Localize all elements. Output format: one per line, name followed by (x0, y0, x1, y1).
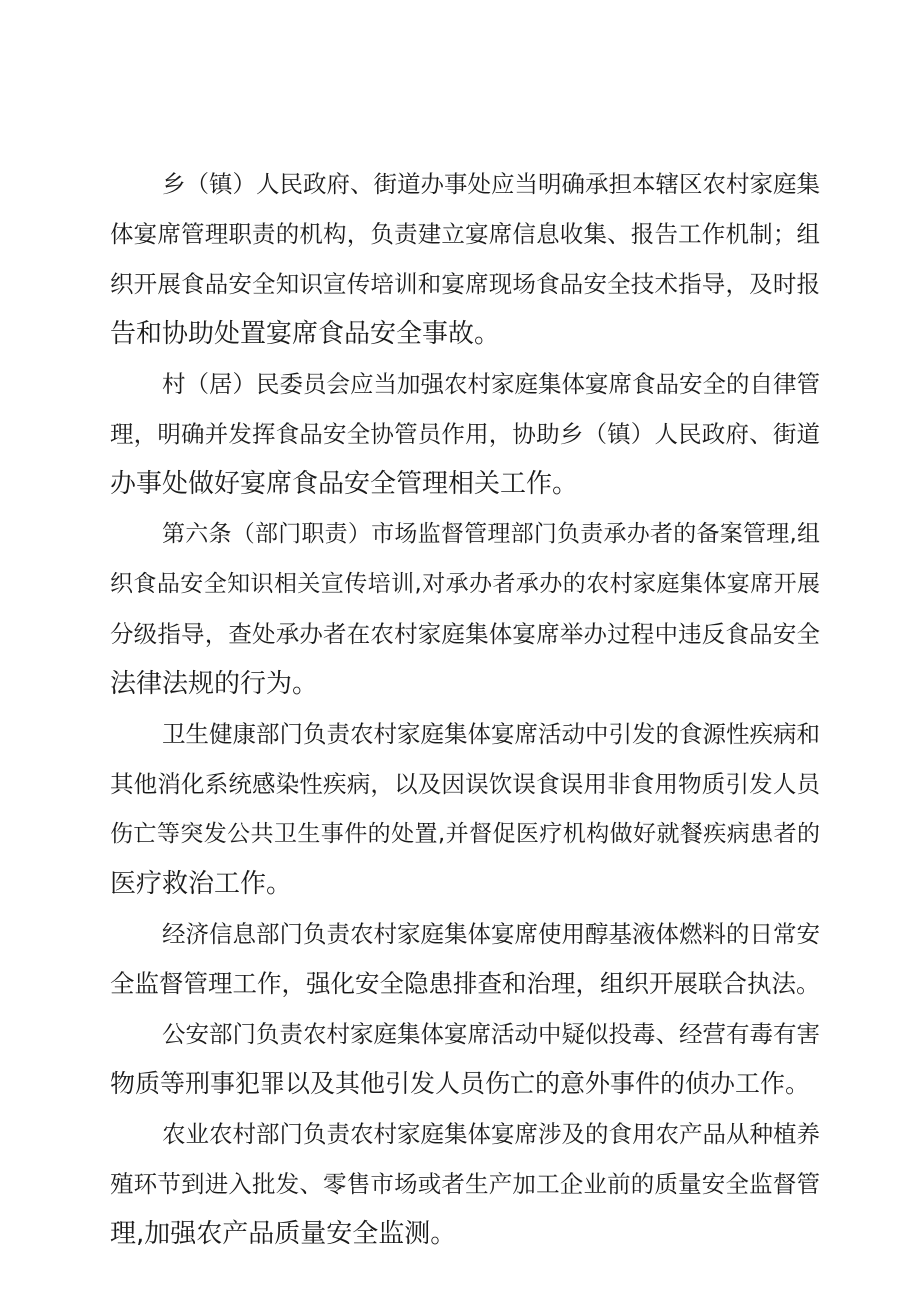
paragraph-6-line-2: 物质等刑事犯罪以及其他引发人员伤亡的意外事件的侦办工作。 (110, 1069, 811, 1098)
paragraph-7-line-2: 殖环节到进入批发、零售市场或者生产加工企业前的质量安全监督管 (110, 1170, 820, 1198)
paragraph-7-line-1: 农业农村部门负责农村家庭集体宴席涉及的食用农产品从种植养 (162, 1120, 820, 1148)
paragraph-4-line-2: 其他消化系统感染性疾病，以及因误饮误食误用非食用物质引发人员 (110, 770, 820, 798)
paragraph-3-line-1: 第六条（部门职责）市场监督管理部门负责承办者的备案管理,组 (162, 521, 820, 547)
paragraph-4-line-4: 医疗救治工作。 (110, 869, 293, 899)
paragraph-2-line-1: 村（居）民委员会应当加强农村家庭集体宴席食品安全的自律管 (162, 370, 820, 398)
paragraph-3-line-2: 织食品安全知识相关宣传培训,对承办者承办的农村家庭集体宴席开展 (110, 571, 820, 597)
paragraph-1-line-1: 乡（镇）人民政府、街道办事处应当明确承担本辖区农村家庭集 (162, 170, 820, 198)
paragraph-2-line-3: 办事处做好宴席食品安全管理相关工作。 (110, 469, 579, 499)
paragraph-4-line-3: 伤亡等突发公共卫生事件的处置,并督促医疗机构做好就餐疾病患者的 (110, 821, 820, 847)
paragraph-1-line-4: 告和协助处置宴席食品安全事故。 (110, 319, 501, 349)
paragraph-1-line-3: 织开展食品安全知识宣传培训和宴席现场食品安全技术指导，及时报 (110, 270, 820, 298)
paragraph-1-line-2: 体宴席管理职责的机构，负责建立宴席信息收集、报告工作机制；组 (110, 220, 820, 248)
paragraph-7-line-3: 理,加强农产品质量安全监测。 (110, 1219, 457, 1249)
paragraph-3-line-4: 法律法规的行为。 (110, 669, 319, 699)
paragraph-2-line-2: 理，明确并发挥食品安全协管员作用，协助乡（镇）人民政府、街道 (110, 420, 820, 448)
paragraph-3-line-3: 分级指导，查处承办者在农村家庭集体宴席举办过程中违反食品安全 (110, 620, 820, 648)
paragraph-5-line-2: 全监督管理工作，强化安全隐患排查和治理，组织开展联合执法。 (110, 969, 821, 998)
paragraph-6-line-1: 公安部门负责农村家庭集体宴席活动中疑似投毒、经营有毒有害 (162, 1020, 820, 1048)
paragraph-5-line-1: 经济信息部门负责农村家庭集体宴席使用醇基液体燃料的日常安 (162, 920, 820, 948)
paragraph-4-line-1: 卫生健康部门负责农村家庭集体宴席活动中引发的食源性疾病和 (162, 720, 820, 748)
